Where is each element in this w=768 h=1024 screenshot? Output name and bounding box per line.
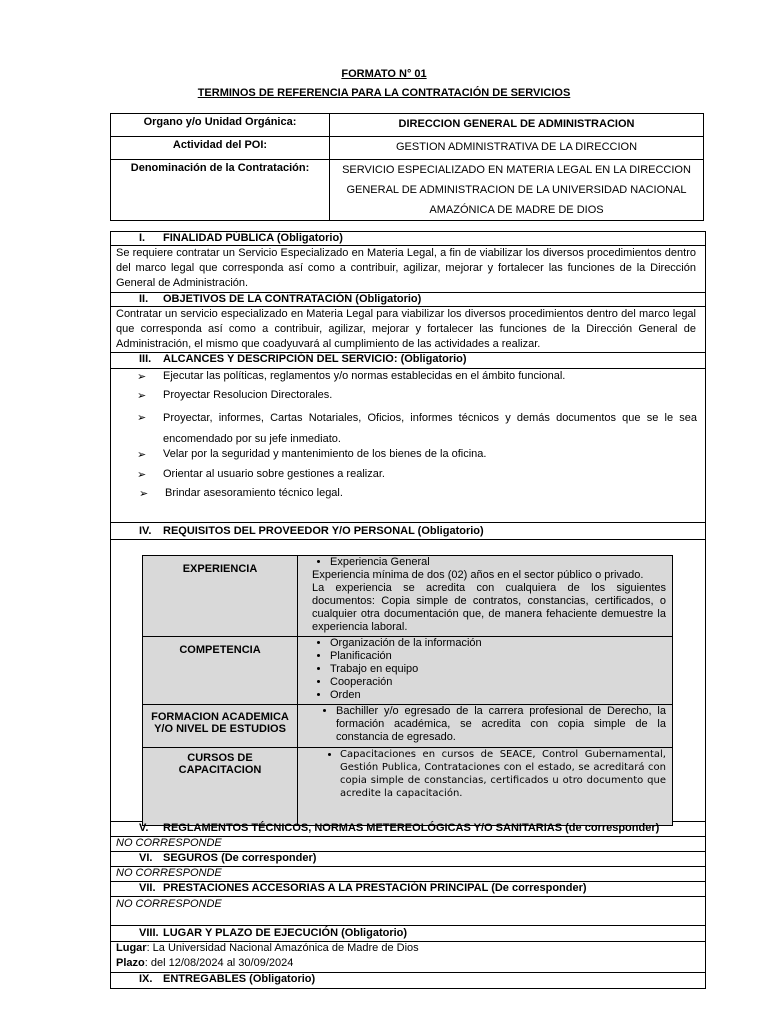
info-row-poi bbox=[111, 137, 704, 160]
lugar-line: Lugar: La Universidad Nacional Amazónica de Madre de Dios bbox=[116, 942, 419, 954]
section-text: Se requiere contratar un Servicio Especializado en Materia Legal, a fin de viabilizar los diversos procedimientos dentro del marco legal que corresponda así como a contribuir, agilizar, mejorar y fortalecer las funciones de la Dirección General de Administración. bbox=[116, 247, 696, 289]
info-value: SERVICIO ESPECIALIZADO EN MATERIA LEGAL EN LA DIRECCION GENERAL DE ADMINISTRACION DE LA UNIVERSIDAD NACIONAL AMAZÓNICA DE MADRE DE DIOS bbox=[330, 160, 704, 221]
section-heading: VIII. LUGAR Y PLAZO DE EJECUCIÓN (Obligatorio) bbox=[139, 927, 408, 939]
not-applicable-text: NO CORRESPONDE bbox=[116, 898, 222, 910]
section-heading: V. REGLAMENTOS TÉCNICOS, NORMAS METEREOLÓGICAS Y/O SANITARIAS (de corresponder) bbox=[139, 822, 660, 834]
section-heading: II. OBJETIVOS DE LA CONTRATACIÓN (Obligatorio) bbox=[139, 293, 422, 305]
document-title: TERMINOS DE REFERENCIA PARA LA CONTRATACIÓN DE SERVICIOS bbox=[197, 87, 571, 99]
requirement-row-experiencia bbox=[143, 556, 673, 637]
section-text: Contratar un servicio especializado en Materia Legal para viabilizar los diversos procedimientos dentro del marco legal que corresponda así como a contribuir, agilizar, mejorar y fortalecer las funciones de la Dirección General de Administración, el mismo que coadyuvará al cumplimiento de las actividades a realizar. bbox=[116, 308, 696, 350]
scope-item: ➢ Orientar al usuario sobre gestiones a realizar. bbox=[137, 468, 385, 481]
scope-item: ➢ Velar por la seguridad y mantenimiento de los bienes de la oficina. bbox=[137, 448, 487, 461]
requirement-value: • Capacitaciones en cursos de SEACE, Control Gubernamental, Gestión Publica, Contrataciones con el estado, se acreditará con copia simple de constancias, certificados u otro documento que acredite la capacitación. bbox=[298, 748, 673, 826]
requirement-row-formacion bbox=[143, 705, 673, 748]
requirement-row-competencia bbox=[143, 637, 673, 705]
format-title: FORMATO N° 01 bbox=[341, 68, 427, 80]
requirement-label: EXPERIENCIA bbox=[143, 556, 298, 637]
section-heading: III. ALCANCES Y DESCRIPCIÓN DEL SERVICIO: (Obligatorio) bbox=[139, 353, 467, 365]
not-applicable-text: NO CORRESPONDE bbox=[116, 837, 222, 849]
section-heading: VI. SEGUROS (De corresponder) bbox=[139, 852, 317, 864]
requirement-label: CURSOS DE CAPACITACION bbox=[143, 748, 298, 826]
info-value: DIRECCION GENERAL DE ADMINISTRACION bbox=[330, 114, 704, 137]
section-heading: IX. ENTREGABLES (Obligatorio) bbox=[139, 973, 316, 985]
scope-item: ➢ Proyectar, informes, Cartas Notariales, Oficios, informes técnicos y demás documentos que se le sea encomendado por su jefe inmediato. bbox=[137, 412, 697, 445]
contract-info-table bbox=[110, 113, 704, 221]
section-heading: VII. PRESTACIONES ACCESORIAS A LA PRESTACIÓN PRINCIPAL (De corresponder) bbox=[139, 882, 587, 894]
requirement-value: • Experiencia General Experiencia mínima de dos (02) años en el sector público o privado. La experiencia se acredita con cualquiera de los siguientes documentos: Copia simple de contratos, constancias, certificados, o cualquier otra documentación que, de manera fehaciente demuestre la experiencia laboral. bbox=[298, 556, 673, 637]
section-heading: I. FINALIDAD PÚBLICA (Obligatorio) bbox=[139, 232, 343, 244]
info-label: Organo y/o Unidad Orgánica: bbox=[111, 114, 330, 137]
info-value: GESTION ADMINISTRATIVA DE LA DIRECCION bbox=[330, 137, 704, 160]
info-row-denominacion bbox=[111, 160, 704, 221]
scope-item: ➢ Brindar asesoramiento técnico legal. bbox=[139, 487, 343, 500]
info-label: Denominación de la Contratación: bbox=[111, 160, 330, 221]
requirement-label: FORMACION ACADEMICA Y/O NIVEL DE ESTUDIOS bbox=[143, 705, 298, 748]
not-applicable-text: NO CORRESPONDE bbox=[116, 867, 222, 879]
scope-item: ➢ Proyectar Resolucion Directorales. bbox=[137, 389, 333, 402]
requirements-table bbox=[142, 555, 673, 826]
plazo-line: Plazo: del 12/08/2024 al 30/09/2024 bbox=[116, 957, 294, 969]
requirement-row-cursos bbox=[143, 748, 673, 826]
requirement-value: • Bachiller y/o egresado de la carrera profesional de Derecho, la formación académica, se acredita con copia simple de la constancia de egresado. bbox=[298, 705, 673, 748]
info-row-organo bbox=[111, 114, 704, 137]
requirement-label: COMPETENCIA bbox=[143, 637, 298, 705]
section-heading: IV. REQUISITOS DEL PROVEEDOR Y/O PERSONAL (Obligatorio) bbox=[139, 525, 484, 537]
scope-item: ➢ Ejecutar las políticas, reglamentos y/o normas establecidas en el ámbito funcional. bbox=[137, 370, 566, 383]
requirement-value: • Organización de la información • Planificación • Trabajo en equipo • Cooperación • Orden bbox=[298, 637, 673, 705]
info-label: Actividad del POI: bbox=[111, 137, 330, 160]
